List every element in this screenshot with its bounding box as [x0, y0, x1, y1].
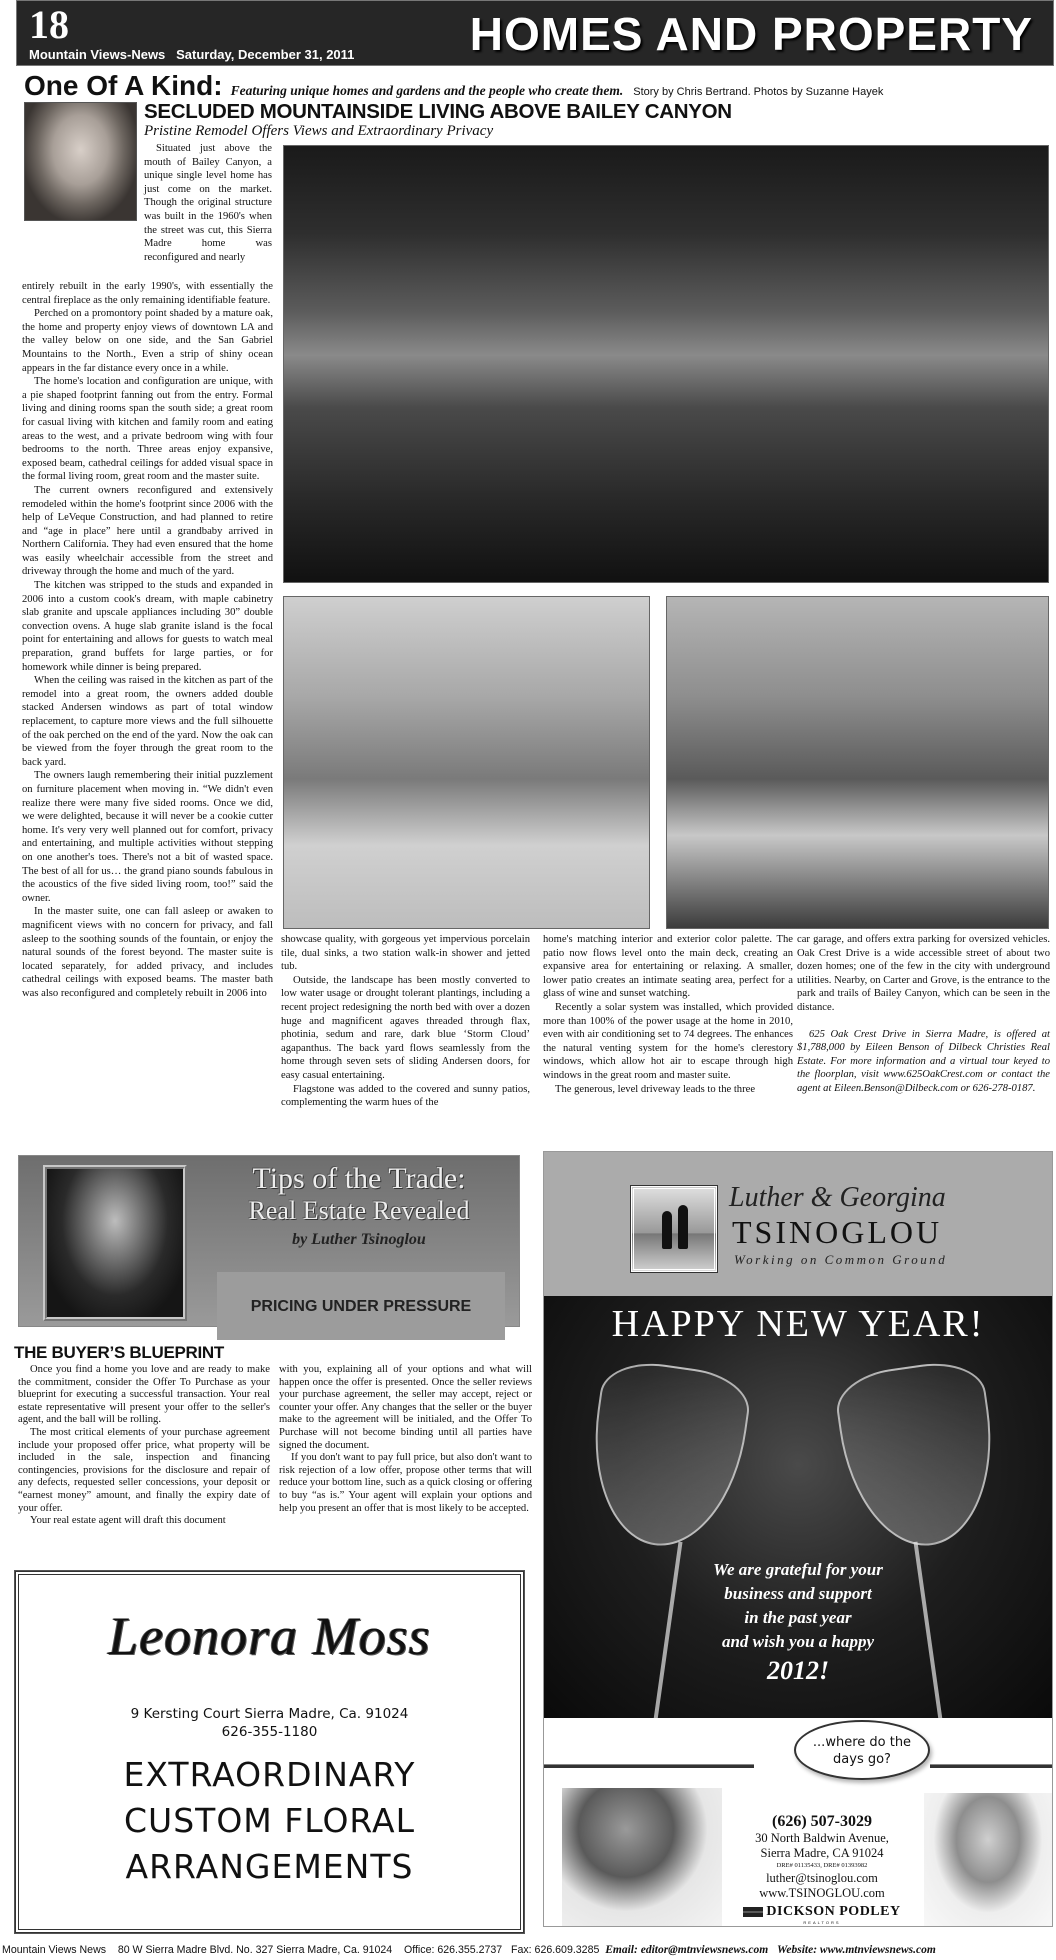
ad-first-names: Luther & Georgina [729, 1182, 946, 1213]
ad-phone: (626) 507-3029 [772, 1813, 872, 1830]
kitchen-photo [666, 596, 1049, 929]
brokerage-name: DICKSON PODLEY [766, 1904, 901, 1919]
paragraph: with you, explaining all of your options and what will happen once the offer is presented. Once the seller reviews your purchase agreement, the seller may accept, reject or counter your offer. Any changes that the seller or the buyer make to the agreement will be initialed, and the Offer To Purchase will not become binding until all parties have signed the document. [279, 1364, 532, 1451]
license-numbers: DRE# 01135433, DRE# 01393982 [776, 1862, 868, 1869]
paragraph: The current owners reconfigured and extensively remodeled within the home's footprint since 2006 with the help of LeVeque Construction, and had planned to retire and “age in place” here until a grandbaby arrived in Northern California. They had even ensured that the home was easily wheelchair accessible from the street and driveway through the home and much of the yard. [22, 484, 273, 578]
message-line: business and support [724, 1584, 872, 1603]
paragraph: Perched on a promontory point shaded by a mature oak, the home and property enjoy views of downtown LA and the valley below on one side, and the San Gabriel Mountains to the North., Even a strip of shiny ocean appears in the far distance every once in a while. [22, 308, 273, 374]
exterior-photo [283, 145, 1049, 583]
article-column-4 [797, 933, 1050, 1096]
masthead-dateline [29, 47, 354, 62]
walking-couple-logo-icon [631, 1186, 717, 1272]
paragraph: Once you find a home you love and are ready to make the commitment, consider the Offer To Purchase as your blueprint for executing a successful transaction. Your real estate representative will present your offer to the seller's agent, and the ball will be rolling. [18, 1364, 270, 1426]
tagline-line: CUSTOM FLORAL [124, 1801, 415, 1840]
column-name: One Of A Kind: [24, 70, 223, 101]
greeting-year: 2012! [766, 1656, 830, 1685]
banner-subtitle: Real Estate Revealed [248, 1196, 470, 1225]
leonora-moss-advertisement [15, 1571, 524, 1933]
divider [544, 1764, 754, 1768]
florist-address: 9 Kersting Court Sierra Madre, Ca. 91024 [130, 1706, 409, 1722]
bubble-text: days go? [833, 1752, 891, 1767]
topic-label: PRICING UNDER PRESSURE [250, 1298, 472, 1315]
paragraph: The kitchen was stripped to the studs and expanded in 2006 into a custom cook's dream, with maple cabinetry slab granite and upscale appliances including 30” double convection ovens. A huge slab granite island is the focal point for entertaining and allows for guests to watch meal preparation, grand buffets for large parties, or for homework while dinner is being prepared. [22, 580, 273, 673]
publication-name: Mountain Views-News [29, 47, 166, 62]
ad-email-link[interactable]: luther@tsinoglou.com [766, 1871, 878, 1885]
paragraph: Outside, the landscape has been mostly converted to low water usage or drought tolerant plantings, including a recent project redesigning the north bed with over a dozen huge and magnificent agaves threaded through flax, photinia, sedum and rare, dark blue ‘Storm Cloud’ agapanthus. The back yard flows seamlessly from the home through seven sets of sliding Andersen doors, for easy casual entertaining. [281, 974, 530, 1081]
issue-date: Saturday, December 31, 2011 [176, 47, 355, 62]
tagline-line: ARRANGEMENTS [125, 1847, 414, 1886]
listing-note: 625 Oak Crest Drive in Sierra Madre, is offered at $1,788,000 by Eileen Benson of Dilbeck Christies Real Estate. For more information and a virtual tour keyed to the floorplan, visit www.625OakCrest.com or contact the agent at Eileen.Benson@Dilbeck.com or 626-278-0187. [797, 1028, 1050, 1094]
paragraph: car garage, and offers extra parking for oversized vehicles. Oak Crest Drive is a wide accessible street of about two dozen homes; one of the few in the city with underground utilities. Nearby, on Carter and Grove, is the entrance to the park and trails of Bailey Canyon, which can be seen in the distance. [797, 934, 1050, 1013]
message-line: We are grateful for your [713, 1560, 883, 1579]
masthead [16, 0, 1054, 66]
brokerage-logo [722, 1904, 922, 1920]
ad-contact-panel [544, 1718, 1052, 1926]
paragraph: If you don't want to pay full price, but also don't want to risk rejection of a low offer, propose other terms that will reduce your bottom line, such as a quick closing or offering to buy “as is.” Your agent will explain your options and help you present an offer that is most likely to be accepted. [279, 1452, 532, 1514]
paragraph: Recently a solar system was installed, which provided more than 100% of the power usage at the home in 2010, even with air conditioning set to 74 degrees. The enhances the natural venting system for the home's clerestory windows, which allow hot air to escape through high windows in the great room and master suite. [543, 1001, 793, 1081]
footer-fax: Fax: 626.609.3285 [511, 1944, 600, 1956]
paragraph: Flagstone was added to the covered and sunny patios, complementing the warm hues of the [281, 1083, 530, 1109]
article-subhead: Pristine Remodel Offers Views and Extraordinary Privacy [144, 123, 494, 139]
footer-address: 80 W Sierra Madre Blvd. No. 327 Sierra Madre, Ca. 91024 [117, 1944, 393, 1956]
article-intro [144, 142, 272, 264]
paragraph: home's matching interior and exterior color palette. The patio now flows level onto the main deck, creating an expansive area for entertaining or relaxing. A smaller, lower patio creates an intimate seating area, perfect for a glass of wine and sunset watching. [543, 934, 793, 1000]
ad-address-line: 30 North Baldwin Avenue, [755, 1831, 889, 1845]
ad-surname: TSINOGLOU [732, 1214, 943, 1250]
speech-bubble [794, 1720, 930, 1780]
author-portrait-image [24, 102, 137, 221]
feature-kicker-line [24, 70, 883, 102]
living-room-photo [283, 596, 650, 929]
paragraph: In the master suite, one can fall asleep or awaken to magnificent views with no concern for privacy, and fall asleep to the soothing sounds of the fountain, or enjoy the natural sounds of the forest beyond. The master suite is located separately, for added privacy, and includes cathedral ceilings with exposed beams. The master bath was also reconfigured and completely rebuilt in 2006 into [22, 906, 273, 999]
footer-office-phone: Office: 626.355.2737 [403, 1944, 503, 1956]
tsinoglou-advertisement [543, 1151, 1053, 1927]
article-headline: SECLUDED MOUNTAINSIDE LIVING ABOVE BAILEY CANYON [144, 100, 732, 123]
story-credits: Story by Chris Bertrand. Photos by Suzanne Hayek [633, 86, 884, 98]
blueprint-headline: THE BUYER’S BLUEPRINT [14, 1343, 224, 1362]
paragraph: showcase quality, with gorgeous yet impervious porcelain tile, dual sinks, a two station walk-in shower and jetted tub. [281, 934, 530, 973]
ad-header [544, 1152, 1052, 1296]
message-line: in the past year [744, 1608, 852, 1627]
page-footer [2, 1944, 936, 1956]
champagne-glass-icon [580, 1356, 754, 1555]
paragraph: Situated just above the mouth of Bailey Canyon, a unique single level home has just come on the market. Though the original structure was built in the 1960's when the street was cut, this Sierra Madre home was reconfigured and nearly [144, 143, 272, 263]
couple-photo [562, 1788, 722, 1926]
paragraph: The owners laugh remembering their initial puzzlement on furniture placement when moving in. “We didn't even realize there were many five sided rooms. Once we did, we were delighted, because it will never be a cookie cutter home. It's very very well planned out for comfort, privacy and entertaining, and multiple activities without stepping on one another's toes. There's not a bit of wasted space. The best of all for us… the grand piano sounds fabulous in the acoustics of the five sided living room, too!” said the owner. [22, 770, 273, 904]
bubble-text: ...where do the [812, 1735, 912, 1750]
paragraph: When the ceiling was raised in the kitchen as part of the remodel into a great room, the owners added double stacked Andersen windows as part of total window replacement, to capture more views and the full silhouette of the oak perched on the end of the yard. Now the oak can be viewed from the foyer through the great room to the back yard. [22, 675, 273, 768]
greeting-headline: HAPPY NEW YEAR! [611, 1303, 985, 1345]
blueprint-column-1 [18, 1364, 270, 1528]
tagline-line: EXTRAORDINARY [123, 1755, 416, 1794]
ad-slogan: Working on Common Ground [734, 1252, 948, 1267]
banner-byline: by Luther Tsinoglou [292, 1231, 426, 1248]
article-column-3 [543, 933, 793, 1096]
columnist-photo [43, 1165, 187, 1321]
paragraph: The home's location and configuration are unique, with a pie shaped footprint fanning out from the entry. Formal living and dining rooms span the south side; a great room for casual living with kitchen and family room and eating areas to the west, and a private bedroom wing with four bedrooms to the north. Three areas enjoy expansive, exposed beam, cathedral ceilings for added visual space in the formal living room, great room and the master suite. [22, 376, 273, 483]
article-column-1 [22, 280, 273, 1000]
page-number: 18 [29, 2, 69, 47]
new-year-panel [544, 1296, 1052, 1718]
paragraph: The generous, level driveway leads to the three [555, 1083, 756, 1095]
paragraph: Your real estate agent will draft this document [30, 1515, 226, 1527]
section-title: HOMES AND PROPERTY [469, 8, 1033, 60]
footer-publication: Mountain Views News [2, 1944, 107, 1956]
topic-box [217, 1272, 505, 1340]
blueprint-column-2 [279, 1364, 532, 1515]
florist-contact [19, 1705, 520, 1741]
contact-block [722, 1813, 922, 1925]
ad-address-line: Sierra Madre, CA 91024 [760, 1846, 884, 1860]
divider [930, 1764, 1052, 1768]
footer-email-link[interactable]: Email: editor@mtnviewsnews.com [605, 1944, 769, 1956]
column-tagline: Featuring unique homes and gardens and the people who create them. [230, 83, 624, 98]
child-photo [924, 1793, 1052, 1926]
champagne-glass-icon [832, 1356, 1006, 1555]
wave-logo-icon [743, 1907, 763, 1917]
paragraph: The most critical elements of your purchase agreement include your proposed offer price, what property will be included in the sale, inspection and financing contingencies, provisions for the disclosure and repair of any defects, requested seller concessions, your deposit or “earnest money” amount, and finally the expiry date of your offer. [18, 1426, 270, 1514]
paragraph: entirely rebuilt in the early 1990's, with essentially the central fireplace as the only remaining identifiable feature. [22, 281, 273, 306]
banner-title: Tips of the Trade: [252, 1162, 466, 1195]
greeting-message [544, 1558, 1052, 1654]
footer-website-link[interactable]: Website: www.mtnviewsnews.com [777, 1944, 936, 1956]
florist-tagline [19, 1752, 520, 1890]
ad-website-link[interactable]: www.TSINOGLOU.com [759, 1886, 885, 1900]
tips-of-the-trade-banner [18, 1155, 520, 1327]
florist-logo: Leonora Moss [108, 1606, 431, 1666]
message-line: and wish you a happy [721, 1632, 875, 1651]
article-column-2 [281, 933, 530, 1110]
brokerage-sub: REALTORS [803, 1920, 841, 1925]
florist-phone: 626-355-1180 [221, 1724, 318, 1740]
